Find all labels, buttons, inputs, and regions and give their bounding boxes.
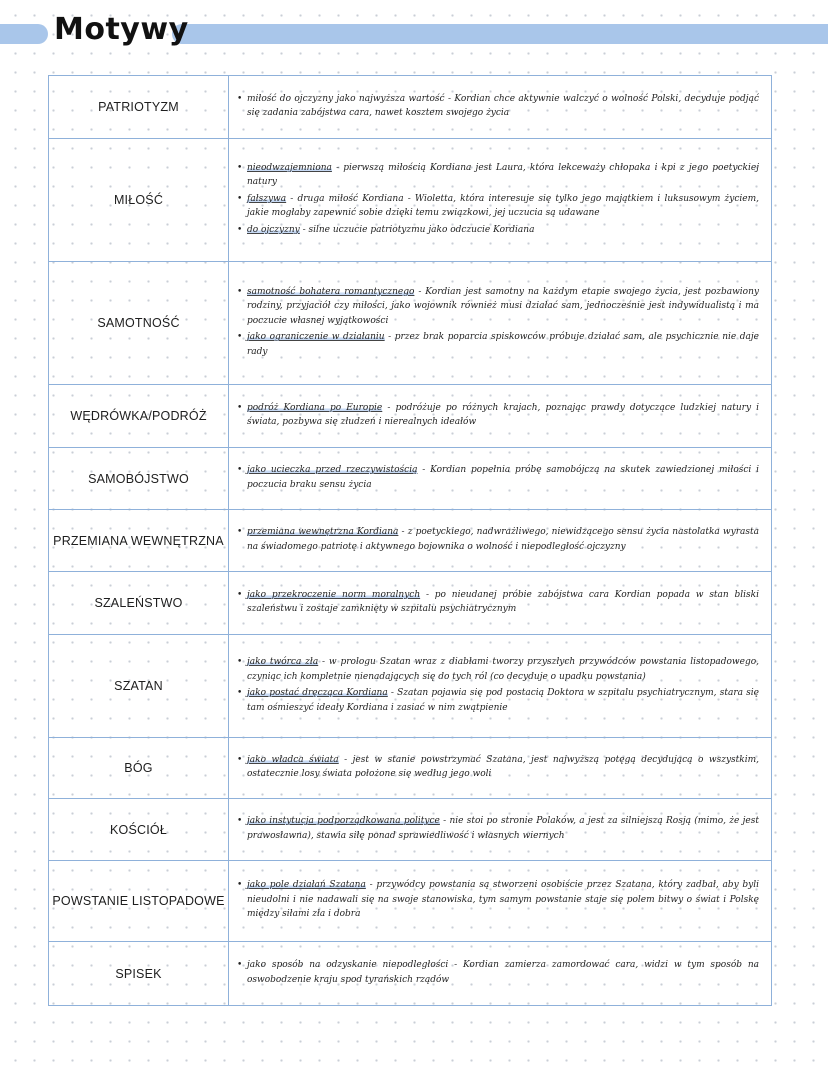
bullet-item <box>237 161 759 190</box>
table-row <box>49 76 772 139</box>
motif-description <box>229 572 772 635</box>
motif-description <box>229 510 772 572</box>
motif-description <box>229 385 772 448</box>
bullet-text: - jest w stanie powstrzymać Szatana, jest najwyższą potęgą decydującą o wszystkim, ostatecznie losy świata położone się według jego woli <box>247 754 759 779</box>
bullet-item <box>237 330 759 359</box>
table-row <box>49 861 772 942</box>
bullet-text: jako sposób na odzyskanie niepodległości - Kordian zamierza zamordować cara, widzi w tym sposób na oswobodzenie kraju spod tyrańskich rządów <box>247 960 759 985</box>
motif-name: WĘDRÓWKA/PODRÓŻ <box>49 385 229 448</box>
highlighted-phrase: do ojczyzny <box>247 224 300 235</box>
highlighted-phrase: jako ograniczenie w działaniu <box>247 332 385 343</box>
bullet-text: - po nieudanej próbie zabójstwa cara Kordian popada w stan bliski szaleństwu i zostaje zamknięty w szpitalu psychiatrycznym <box>247 589 759 614</box>
bullet-item <box>237 655 759 684</box>
header-bar-right <box>172 24 828 44</box>
motif-name: MIŁOŚĆ <box>49 139 229 262</box>
motifs-table <box>48 75 772 1006</box>
bullet-text: miłość do ojczyzny jako najwyższa wartość - Kordian chce aktywnie walczyć o wolność Polski, decyduje podjąć się zadania zabójstwa cara, nawet kosztem swojego życia <box>247 93 759 118</box>
bullet-text: - Kordian popełnia próbę samobójczą na skutek zawiedzionej miłości i poczucia braku sensu życia <box>247 465 760 490</box>
bullet-text: - nie stoi po stronie Polaków, a jest za silniejszą Rosją (mimo, że jest prawosławna), stawia siłę ponad sprawiedliwość i własnych wiernych <box>247 816 759 841</box>
highlighted-phrase: samotność bohatera romantycznego <box>247 286 415 297</box>
bullet-item <box>237 753 759 782</box>
motif-description <box>229 738 772 799</box>
motif-description <box>229 262 772 385</box>
motif-description <box>229 139 772 262</box>
highlighted-phrase: przemiana wewnętrzna Kordiana <box>247 527 399 537</box>
bullet-text: - z poetyckiego, nadwrażliwego, niewidzącego sensu życia nastolatka wyrasta na świadomego patriotę i aktywnego bojownika o wolność i niepodległość ojczyzny <box>247 527 759 552</box>
highlighted-phrase: jako przekroczenie norm moralnych <box>247 589 421 600</box>
motif-description <box>229 76 772 139</box>
highlighted-phrase: jako pole działań Szatana <box>247 880 366 891</box>
bullet-item <box>237 525 759 554</box>
highlighted-phrase: jako postać dręcząca Kordiana <box>247 688 388 698</box>
bullet-text: - w prologu Szatan wraz z diabłami tworzy przyszłych przywódców powstania listopadowego, czyniąc ich kompletnie nienadających się do tych ról (co decyduje o upadku powstania) <box>247 657 759 682</box>
highlighted-phrase: fałszywa <box>247 193 287 204</box>
highlighted-phrase: jako ucieczka przed rzeczywistością <box>247 465 418 475</box>
bullet-text: - Szatan pojawia się pod postacią Doktora w szpitalu psychiatrycznym, stara się tam ośmieszyć ideały Kordiana i zasiać w nim zwątpienie <box>247 688 759 713</box>
bullet-item <box>237 878 759 922</box>
header-bar-left <box>0 24 48 44</box>
highlighted-phrase: jako władca świata <box>247 754 339 765</box>
bullet-item <box>237 401 759 430</box>
highlighted-phrase: jako instytucja podporządkowana polityce <box>247 816 440 826</box>
motif-name: PRZEMIANA WEWNĘTRZNA <box>49 510 229 572</box>
motif-name: SAMOBÓJSTWO <box>49 448 229 510</box>
bullet-item <box>237 958 759 987</box>
highlighted-phrase: podróż Kordiana po Europie <box>247 402 383 413</box>
motif-description <box>229 942 772 1006</box>
bullet-text: - Kordian jest samotny na każdym etapie swojego życia, jest pozbawiony rodziny, przyjaciół czy miłości, jako wojownik również musi działać sam, jednocześnie jest indywidualistą i ma poczucie własnej wyjątkowości <box>247 286 759 326</box>
bullet-text: - podróżuje po różnych krajach, poznając prawdy dotyczące ludzkiej natury i świata, pozbywa się złudzeń i nierealnych ideałów <box>247 402 759 427</box>
bullet-text: - silne uczucie patriotyzmu jako odczucie Kordiana <box>299 224 535 235</box>
motif-name: SAMOTNOŚĆ <box>49 262 229 385</box>
table-row <box>49 448 772 510</box>
table-row <box>49 385 772 448</box>
bullet-item <box>237 223 759 238</box>
bullet-item <box>237 285 759 329</box>
page-title: Motywy <box>54 12 189 47</box>
bullet-item <box>237 588 759 617</box>
motif-description <box>229 448 772 510</box>
table-row <box>49 799 772 861</box>
bullet-text: - pierwszą miłością Kordiana jest Laura, która lekceważy chłopaka i kpi z jego poetyckiej natury <box>247 162 759 188</box>
table-row <box>49 572 772 635</box>
highlighted-phrase: nieodwzajemniona <box>247 162 332 173</box>
motif-name: POWSTANIE LISTOPADOWE <box>49 861 229 942</box>
bullet-text: - druga miłość Kordiana - Wioletta, która interesuje się tylko jego majątkiem i luksusowym życiem, jakie mogłaby zapewnić sobie dzięki temu związkowi, jej uczucia są udawane <box>247 193 759 219</box>
motif-name: KOŚCIÓŁ <box>49 799 229 861</box>
motif-name: SPISEK <box>49 942 229 1006</box>
highlighted-phrase: jako twórca zła <box>247 657 319 667</box>
motif-description <box>229 861 772 942</box>
motifs-table-body <box>49 76 772 1006</box>
bullet-text: - przez brak poparcia spiskowców próbuje działać sam, ale psychicznie nie daje rady <box>247 332 759 357</box>
table-row <box>49 262 772 385</box>
bullet-item <box>237 192 759 221</box>
motif-name: BÓG <box>49 738 229 799</box>
bullet-text: - przywódcy powstania są stworzeni osobiście przez Szatana, który zadbał, aby byli nieudolni i nie nadawali się na swoje stanowiska, tym samym powstanie staje się polem bitwy o świat i Polskę między siłami zła i dobra <box>247 880 759 920</box>
motif-name: SZALEŃSTWO <box>49 572 229 635</box>
table-row <box>49 942 772 1006</box>
table-row <box>49 738 772 799</box>
table-row <box>49 635 772 738</box>
motif-name: PATRIOTYZM <box>49 76 229 139</box>
table-row <box>49 139 772 262</box>
table-row <box>49 510 772 572</box>
bullet-item <box>237 463 759 492</box>
motif-name: SZATAN <box>49 635 229 738</box>
bullet-item <box>237 92 759 121</box>
motif-description <box>229 635 772 738</box>
motif-description <box>229 799 772 861</box>
bullet-item <box>237 686 759 715</box>
bullet-item <box>237 814 759 843</box>
